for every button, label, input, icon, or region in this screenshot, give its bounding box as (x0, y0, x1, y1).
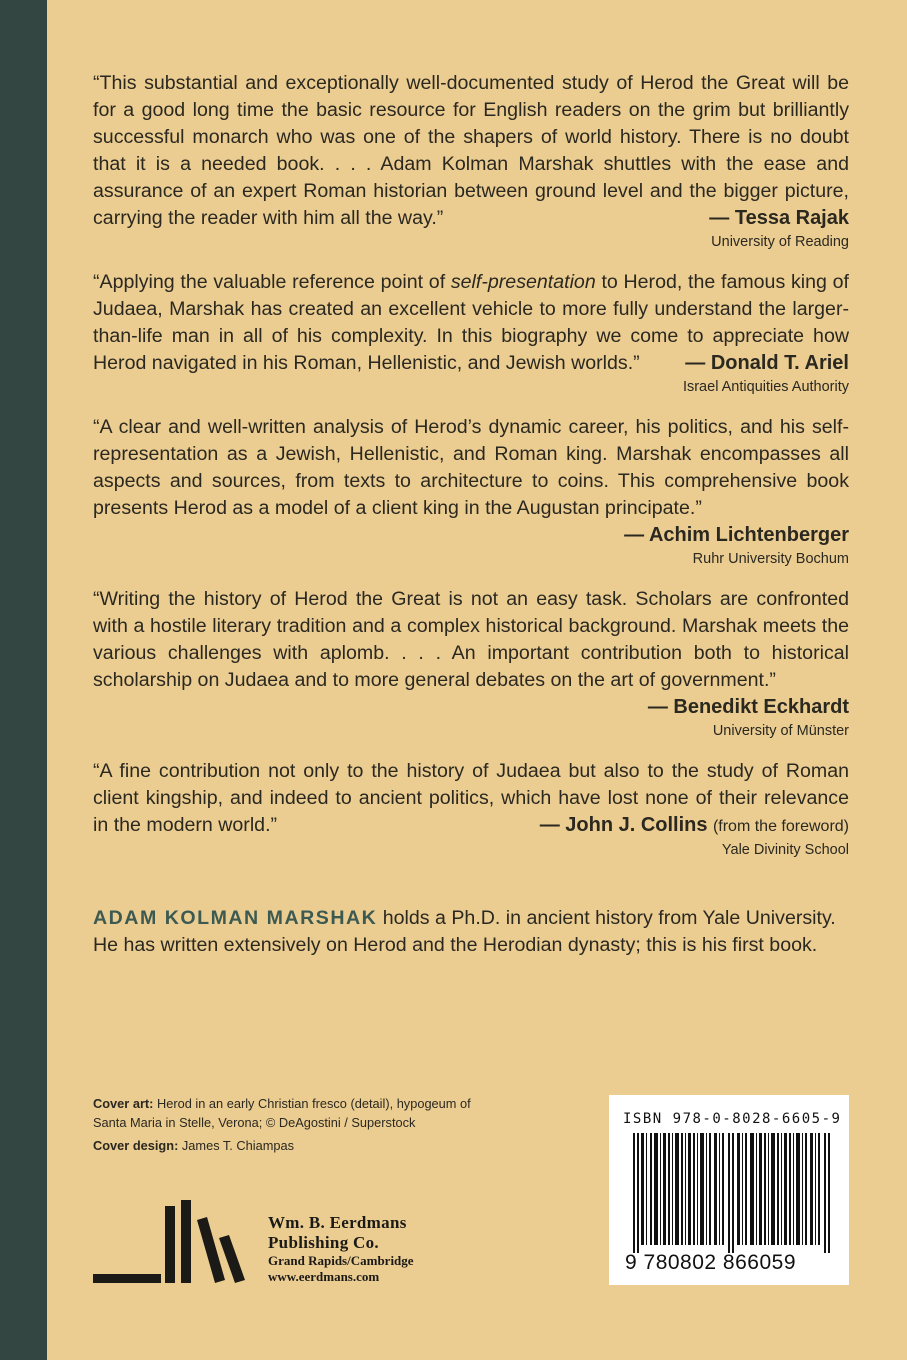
endorsement-italic-term: self-presentation (450, 271, 596, 293)
endorser-affiliation: Yale Divinity School (721, 842, 849, 858)
endorsement-3 (93, 414, 849, 569)
endorsement-text: “Applying the valuable reference point of (93, 271, 451, 293)
barcode-digits: 9 780802 866059 (625, 1251, 796, 1274)
author-bio-text: holds a Ph.D. in ancient history from Yale University. He has written extensively on Herod and the Herodian dynasty; this is his first book. (93, 907, 836, 956)
endorser-name: — Benedikt Eckhardt (647, 696, 849, 718)
endorsement-text-cont: to Herod, the famous king of Judaea, Marshak has created an excellent vehicle to more fully understand the larger-than-life man in all of his complexity. In this biography we come to appreciate how Herod navigated in his Roman, Hellenistic, and Jewish worlds.” (93, 271, 849, 374)
endorser-affiliation: University of Münster (712, 723, 849, 739)
author-name: ADAM KOLMAN MARSHAK (93, 907, 378, 929)
endorsement-2 (93, 269, 849, 397)
endorsement-5 (93, 758, 849, 860)
back-cover-content (93, 70, 849, 959)
author-bio (93, 905, 849, 959)
endorser-name: — John J. Collins (539, 814, 708, 836)
cover-art-credit: Cover art: Herod in an early Christian fresco (detail), hypogeum of Santa Maria in Stelle, Verona; © DeAgostini / Superstock (93, 1096, 471, 1130)
isbn-label: ISBN 978-0-8028-6605-9 (623, 1111, 842, 1127)
endorsement-1 (93, 70, 849, 252)
endorsement-text: “Writing the history of Herod the Great is not an easy task. Scholars are confronted with a hostile literary tradition and a complex historical background. Marshak meets the various challenges with aplomb. . . . An important contribution both to historical scholarship on Judaea and to more general debates on the art of government.” (93, 588, 849, 691)
endorsement-4 (93, 586, 849, 741)
endorser-affiliation: Ruhr University Bochum (692, 551, 849, 567)
publisher-logo-icon (93, 1198, 253, 1286)
publisher-location: Grand Rapids/Cambridge (268, 1253, 414, 1268)
publisher-website: www.eerdmans.com (268, 1269, 380, 1284)
endorser-name: — Tessa Rajak (709, 207, 849, 229)
cover-design-credit: Cover design: James T. Chiampas (93, 1138, 295, 1153)
endorser-affiliation: Israel Antiquities Authority (682, 379, 849, 395)
endorser-name: — Achim Lichtenberger (624, 524, 849, 546)
endorsement-text: “A fine contribution not only to the history of Judaea but also to the study of Roman client kingship, and indeed to ancient politics, which have lost none of their relevance in the modern world.” (93, 760, 849, 836)
endorsement-text: “A clear and well-written analysis of Herod’s dynamic career, his politics, and his self-representation as a Jewish, Hellenistic, and Roman king. Marshak encompasses all aspects and sources, from texts to architecture to coins. This comprehensive book presents Herod as a model of a client king in the Augustan principate.” (93, 416, 849, 519)
publisher-block (268, 1213, 414, 1285)
endorser-affiliation: University of Reading (711, 234, 849, 250)
publisher-name-line1: Wm. B. Eerdmans (268, 1213, 407, 1232)
isbn-barcode-box (609, 1095, 849, 1285)
barcode-icon (629, 1133, 835, 1253)
book-spine-edge (0, 0, 47, 1360)
endorser-name: — Donald T. Ariel (685, 352, 849, 374)
cover-credits (93, 1094, 483, 1159)
publisher-name-line2: Publishing Co. (268, 1233, 379, 1252)
endorser-note: (from the foreword) (712, 818, 849, 835)
endorsement-text: “This substantial and exceptionally well-documented study of Herod the Great will be for a good long time the basic resource for English readers on the grim but brilliantly successful monarch who was one of the shapers of world history. There is no doubt that it is a needed book. . . . Adam Kolman Marshak shuttles with the ease and assurance of an expert Roman historian between ground level and the bigger picture, carrying the reader with him all the way.” (93, 72, 849, 229)
